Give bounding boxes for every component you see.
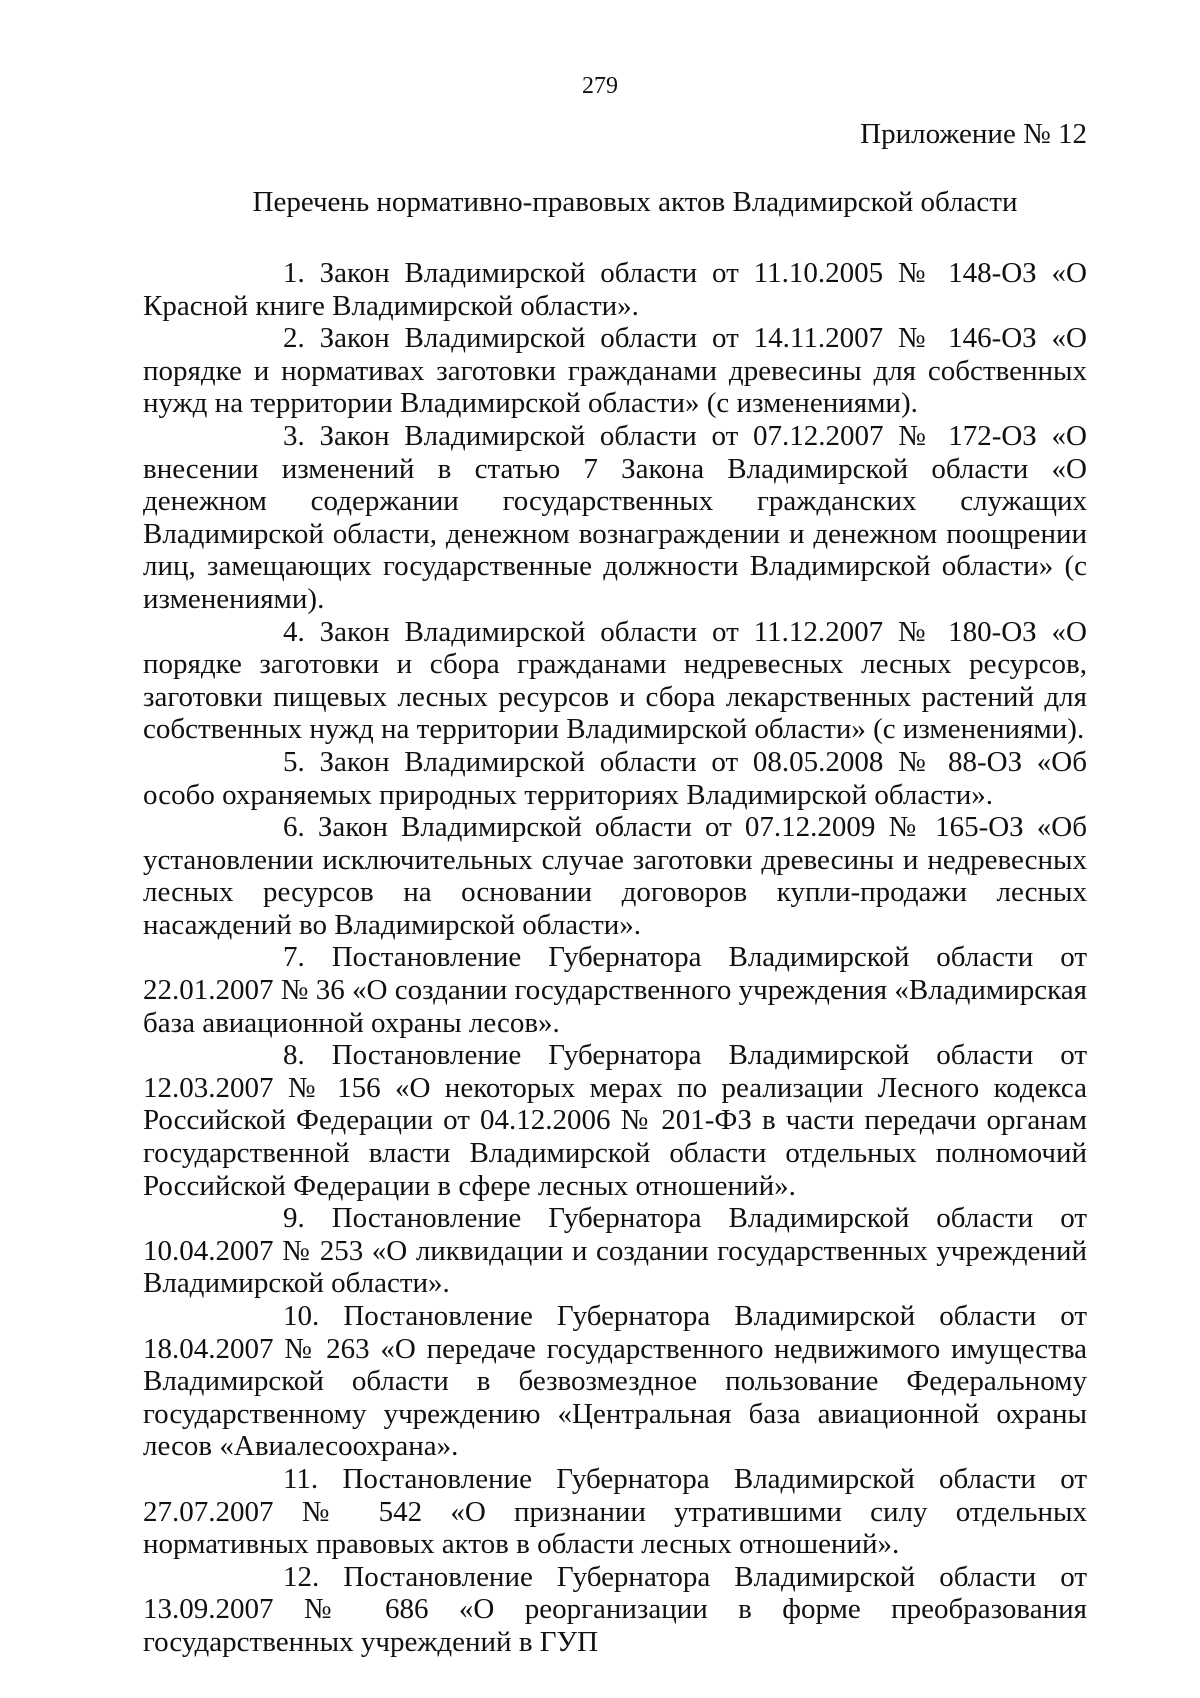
list-item <box>143 257 1087 322</box>
list-item-text: Закон Владимирской области от 14.11.2007 № 146-ОЗ «О порядке и нормативах заготовки гражданами древесины для собственных нужд на территории Владимирской области» (с изменениями). <box>143 322 1087 420</box>
list-item-number: 9. <box>283 1202 305 1235</box>
list-item-number: 12. <box>283 1560 320 1593</box>
list-item-text: Постановление Губернатора Владимирской области от 27.07.2007 № 542 «О признании утратившими силу отдельных нормативных правовых актов в области лесных отношений». <box>143 1462 1087 1561</box>
list-item <box>143 746 1087 811</box>
list-item <box>143 1202 1087 1300</box>
list-item-number: 11. <box>283 1462 319 1495</box>
list-item-number: 7. <box>283 941 305 974</box>
list-item-number: 6. <box>283 811 305 844</box>
list-item-text: Закон Владимирской области от 08.05.2008 № 88-ОЗ «Об особо охраняемых природных территориях Владимирской области». <box>143 745 1088 811</box>
list-item-number: 4. <box>283 615 305 648</box>
list-item <box>143 1300 1087 1463</box>
list-item <box>143 616 1087 746</box>
list-item <box>143 941 1087 1039</box>
list-item <box>143 1561 1087 1659</box>
appendix-label: Приложение № 12 <box>860 118 1087 150</box>
list-item <box>143 1039 1087 1202</box>
list-item-number: 5. <box>283 745 305 778</box>
list-item-number: 2. <box>283 322 305 355</box>
list-item-number: 1. <box>283 257 305 289</box>
list-item-number: 10. <box>283 1300 320 1332</box>
list-item-text: Закон Владимирской области от 11.10.2005 № 148-ОЗ «О Красной книге Владимирской области». <box>143 257 1087 322</box>
list-item <box>143 420 1087 616</box>
list-item-text: Постановление Губернатора Владимирской области от 18.04.2007 № 263 «О передаче государственного недвижимого имущества Владимирской области в безвозмездное пользование Федеральному государственному учреждению «Центральная база авиационной охраны лесов «Авиалесоохрана». <box>143 1300 1088 1463</box>
document-title: Перечень нормативно-правовых актов Владимирской области <box>252 186 1018 218</box>
list-item-text: Закон Владимирской области от 07.12.2009 № 165-ОЗ «Об установлении исключительных случае заготовки древесины и недревесных лесных ресурсов на основании договоров купли-продажи лесных насаждений во Владимирской области». <box>143 811 1088 941</box>
list-item-text: Постановление Губернатора Владимирской области от 22.01.2007 № 36 «О создании государственного учреждения «Владимирская база авиационной охраны лесов». <box>143 941 1087 1039</box>
acts-list <box>143 257 1087 1659</box>
list-item-text: Постановление Губернатора Владимирской области от 13.09.2007 № 686 «О реорганизации в форме преобразования государственных учреждений в ГУП <box>143 1560 1088 1658</box>
list-item-number: 3. <box>283 419 305 452</box>
page-number: 279 <box>582 73 618 99</box>
list-item-text: Постановление Губернатора Владимирской области от 12.03.2007 № 156 «О некоторых мерах по реализации Лесного кодекса Российской Федерации от 04.12.2006 № 201-ФЗ в части передачи органам государственной власти Владимирской области отдельных полномочий Российской Федерации в сфере лесных отношений». <box>143 1039 1087 1202</box>
list-item <box>143 811 1087 941</box>
list-item <box>143 322 1087 420</box>
list-item-number: 8. <box>283 1039 305 1072</box>
list-item-text: Постановление Губернатора Владимирской области от 10.04.2007 № 253 «О ликвидации и создании государственных учреждений Владимирской области». <box>143 1202 1087 1300</box>
list-item <box>143 1463 1087 1561</box>
list-item-text: Закон Владимирской области от 11.12.2007 № 180-ОЗ «О порядке заготовки и сбора гражданами недревесных лесных ресурсов, заготовки пищевых лесных ресурсов и сбора лекарственных растений для собственных нужд на территории Владимирской области» (с изменениями). <box>143 615 1087 746</box>
list-item-text: Закон Владимирской области от 07.12.2007 № 172-ОЗ «О внесении изменений в статью 7 Закона Владимирской области «О денежном содержании государственных гражданских служащих Владимирской области, денежном вознаграждении и денежном поощрении лиц, замещающих государственные должности Владимирской области» (с изменениями). <box>143 419 1087 615</box>
